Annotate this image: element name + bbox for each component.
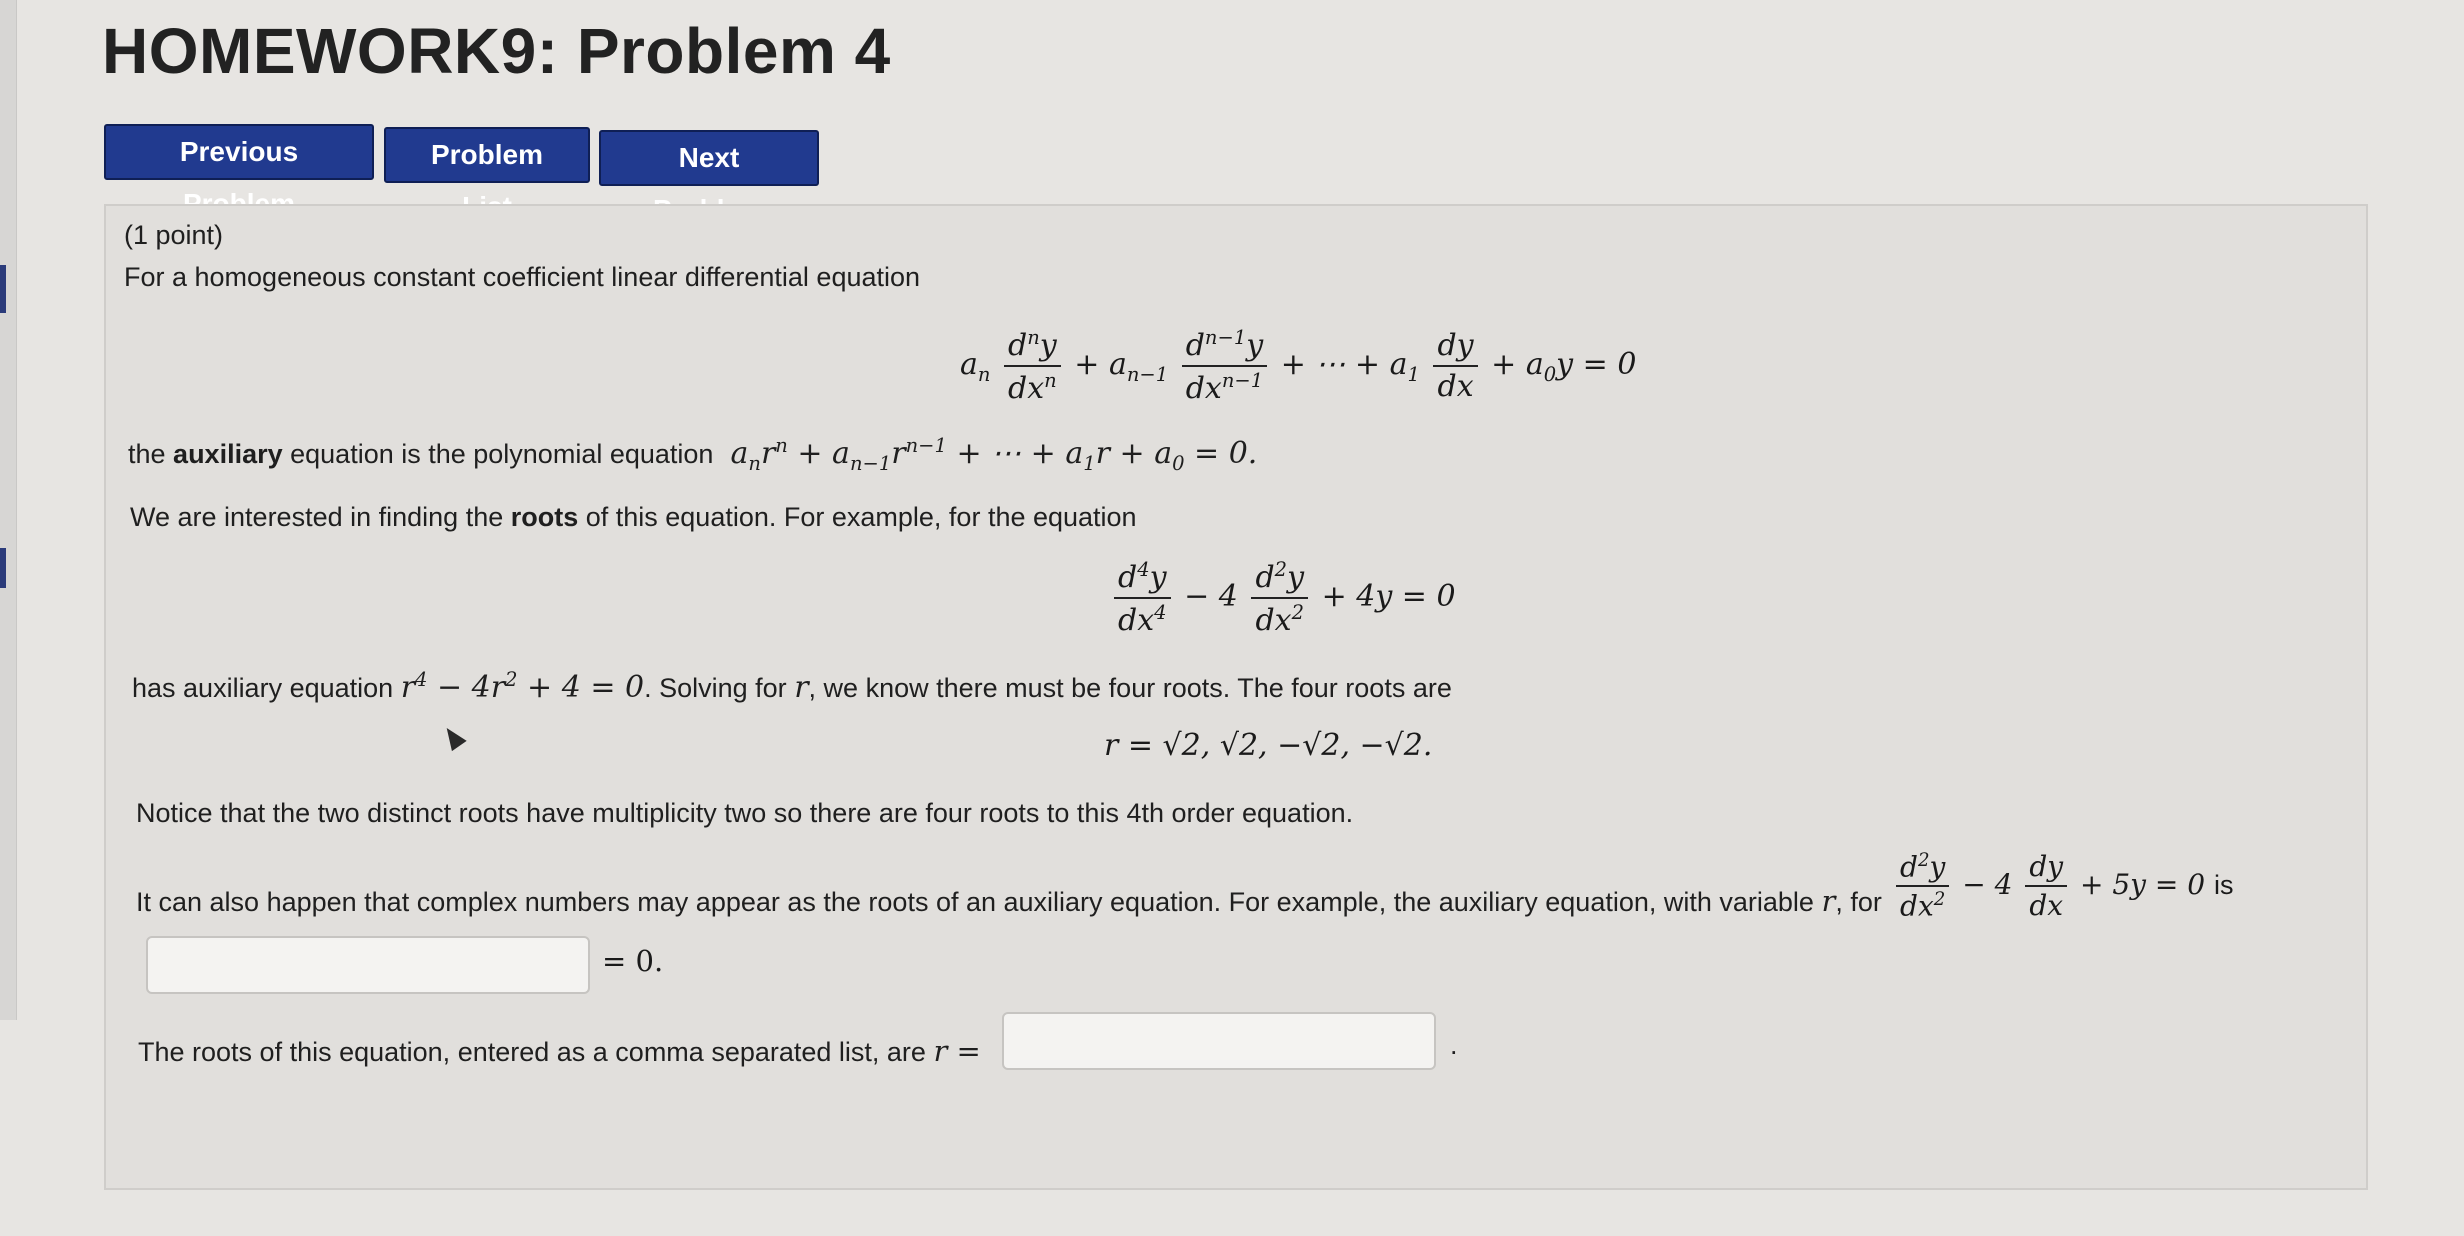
example-roots-equation: r = √2, √2, −√2, −√2. bbox=[1104, 728, 1433, 763]
problem-list-button[interactable]: Problem bbox=[384, 127, 590, 183]
notice-text: Notice that the two distinct roots have multiplicity two so there are four roots to this 4th order equation. bbox=[136, 798, 1354, 828]
equals-zero-label: = 0. bbox=[602, 944, 664, 978]
previous-problem-button[interactable]: Previous bbox=[104, 124, 374, 180]
points-label: (1 point) bbox=[124, 220, 224, 250]
general-ode-equation: $a_n$ $\frac{d^ny}{dx^n}$ + $a_{n-1}$ $\frac{d^{n-1}y}{dx^{n-1}}$ + ⋯ + $a_1$ $\frac{dy}{dx}$ + $a_0y = 0$ bbox=[960, 326, 1637, 406]
page-title: HOMEWORK9: Problem 4 bbox=[102, 15, 891, 87]
roots-period: . bbox=[1450, 1030, 1458, 1060]
intro-text: For a homogeneous constant coefficient linear differential equation bbox=[124, 262, 921, 292]
left-edge-strip bbox=[0, 0, 17, 1020]
interest-text: We are interested in finding the roots of this equation. For example, for the equation bbox=[130, 502, 1137, 532]
roots-prompt-text: The roots of this equation, entered as a comma separated list, are r = bbox=[138, 1034, 981, 1068]
example-auxiliary-text: has auxiliary equation $r^4 - 4r^2 + 4 = 0$. Solving for r, we know there must be four roots. The four roots are bbox=[132, 668, 1452, 705]
next-problem-button[interactable]: Next bbox=[599, 130, 819, 186]
complex-is-label: is bbox=[2213, 869, 2234, 900]
complex-intro-text: It can also happen that complex numbers may appear as the roots of an auxiliary equation. For example, the auxiliary equation, with variable r, for bbox=[136, 884, 1882, 918]
roots-answer-input[interactable] bbox=[1002, 1012, 1436, 1070]
left-edge-marker bbox=[0, 548, 6, 588]
left-edge-marker bbox=[0, 265, 6, 313]
auxiliary-equation-input[interactable] bbox=[146, 936, 590, 994]
example-ode-equation: $\frac{d^4y}{dx^4}$ − 4 $\frac{d^2y}{dx^2}$ + 4y = 0 bbox=[1110, 558, 1456, 638]
complex-example-equation: $\frac{d^2y}{dx^2}$ − 4 $\frac{dy}{dx}$ + 5y = 0 is bbox=[1892, 850, 2233, 923]
auxiliary-definition-text: the auxiliary equation is the polynomial equation $a_nr^n + a_{n-1}r^{n-1}$ + ⋯ + $a_1r + a_0 = 0$. bbox=[128, 434, 1258, 475]
